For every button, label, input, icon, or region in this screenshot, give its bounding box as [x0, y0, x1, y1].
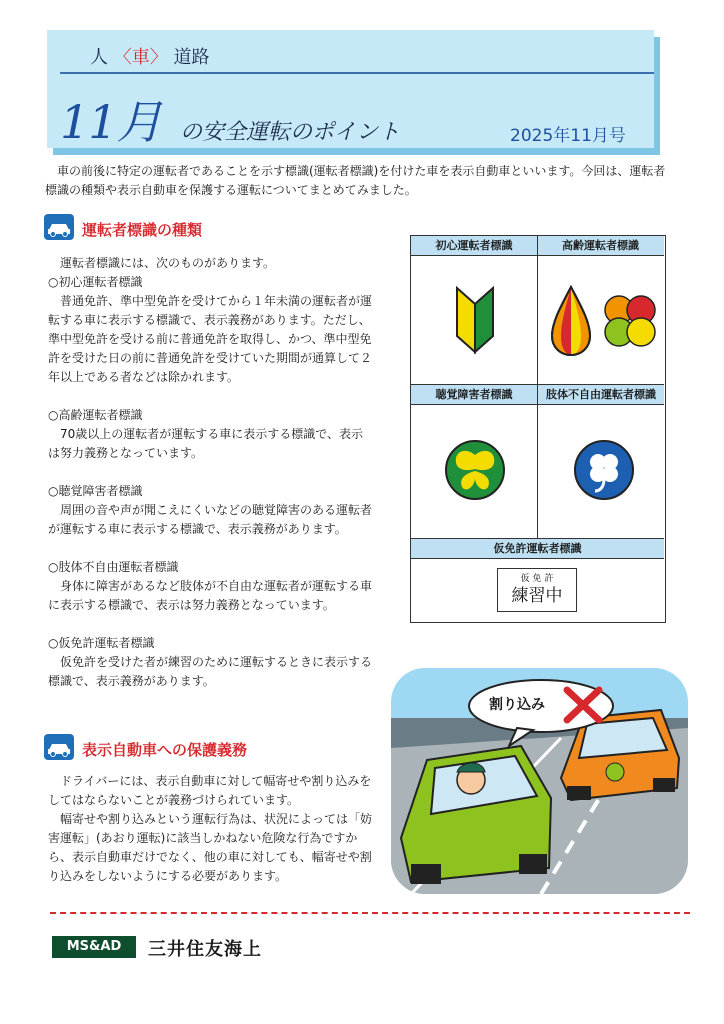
item-name: ○初心運転者標識: [48, 275, 143, 289]
disabled-clover-icon: [573, 439, 635, 505]
elderly-drop-icon: [549, 284, 593, 362]
beginner-mark-icon: [453, 284, 497, 360]
item-name: ○高齢運転者標識: [48, 408, 143, 422]
section2-title: 表示自動車への保護義務: [82, 741, 248, 759]
header-hearing: 聴覚障害者標識: [411, 385, 537, 405]
intro: [45, 162, 675, 200]
provisional-big: 練習中: [511, 586, 563, 606]
section2-p2: 幅寄せや割り込みという運転行為は、状況によっては「妨害運転」(あおり運転)に該当しかねない危険な行為ですから、表示自動車だけでなく、他の車に対しても、幅寄せや割り込みをしないようにする必要があります。: [48, 812, 373, 883]
car-icon: [44, 734, 74, 760]
kicker-car: 〈車〉: [113, 47, 168, 68]
header-elderly: 高齢運転者標識: [537, 236, 664, 256]
spacer: [48, 463, 373, 482]
provisional-small: 仮 免 許: [520, 574, 554, 584]
item-text: 周囲の音や声が聞こえにくいなどの聴覚障害のある運転者が運転する車に表示する標識で、表示義務があります。: [48, 503, 373, 536]
section1-title: 運転者標識の種類: [82, 221, 203, 239]
elderly-clover-icon: [601, 292, 659, 354]
hearing-butterfly-icon: [444, 439, 506, 505]
item-text: 普通免許、準中型免許を受けてから１年未満の運転者が運転する車に表示する標識で、表示義務があります。ただし、準中型免許を受ける前に普通免許を取得し、かつ、準中型免許を受けた日の前に普通免許を受けていた期間が通算して２年以上である者などは除かれます。: [48, 294, 373, 384]
kicker-pre: 人: [90, 47, 108, 68]
spacer: [48, 615, 373, 634]
item-name: ○聴覚障害者標識: [48, 484, 143, 498]
item-name: ○仮免許運転者標識: [48, 636, 155, 650]
item-text: 身体に障害があるなど肢体が不自由な運転者が運転する車に表示する標識で、表示は努力義務となっています。: [48, 579, 373, 612]
header-provisional: 仮免許運転者標識: [411, 539, 664, 559]
item-text: 仮免許を受けた者が練習のために運転するときに表示する標識で、表示義務があります。: [48, 655, 373, 688]
cut-in-illustration: [391, 668, 688, 894]
car-icon: [44, 214, 74, 240]
intro-text: 車の前後に特定の運転者であることを示す標識(運転者標識)を付けた車を表示自動車といいます。今回は、運転者標識の種類や表示自動車を保護する運転についてまとめてみました。: [45, 164, 666, 197]
msad-logo: MS&AD: [52, 936, 136, 958]
speech-bubble-text: 割り込み: [489, 697, 545, 713]
issue-label: 2025年11月号: [510, 126, 626, 146]
item-name: ○肢体不自由運転者標識: [48, 560, 179, 574]
section1-body: [48, 254, 373, 691]
section1-lead: 運転者標識には、次のものがあります。: [60, 256, 276, 270]
page-subtitle: の安全運転のポイント: [180, 120, 401, 145]
banner-divider: [60, 72, 654, 74]
section2-body: [48, 772, 373, 886]
header-beginner: 初心運転者標識: [411, 236, 537, 256]
company-name: 三井住友海上: [148, 939, 262, 960]
provisional-sign: [497, 568, 577, 612]
month-title: 11月: [60, 95, 162, 149]
footer-divider: [50, 912, 690, 914]
kicker-post: 道路: [173, 47, 210, 68]
header-disabled: 肢体不自由運転者標識: [538, 385, 664, 405]
kicker: [90, 43, 209, 69]
section2-p1: ドライバーには、表示自動車に対して幅寄せや割り込みをしてはならないことが義務づけられています。: [48, 774, 372, 807]
sign-table: [410, 235, 666, 623]
item-text: 70歳以上の運転者が運転する車に表示する標識で、表示は努力義務となっています。: [48, 427, 364, 460]
spacer: [48, 387, 373, 406]
spacer: [48, 539, 373, 558]
